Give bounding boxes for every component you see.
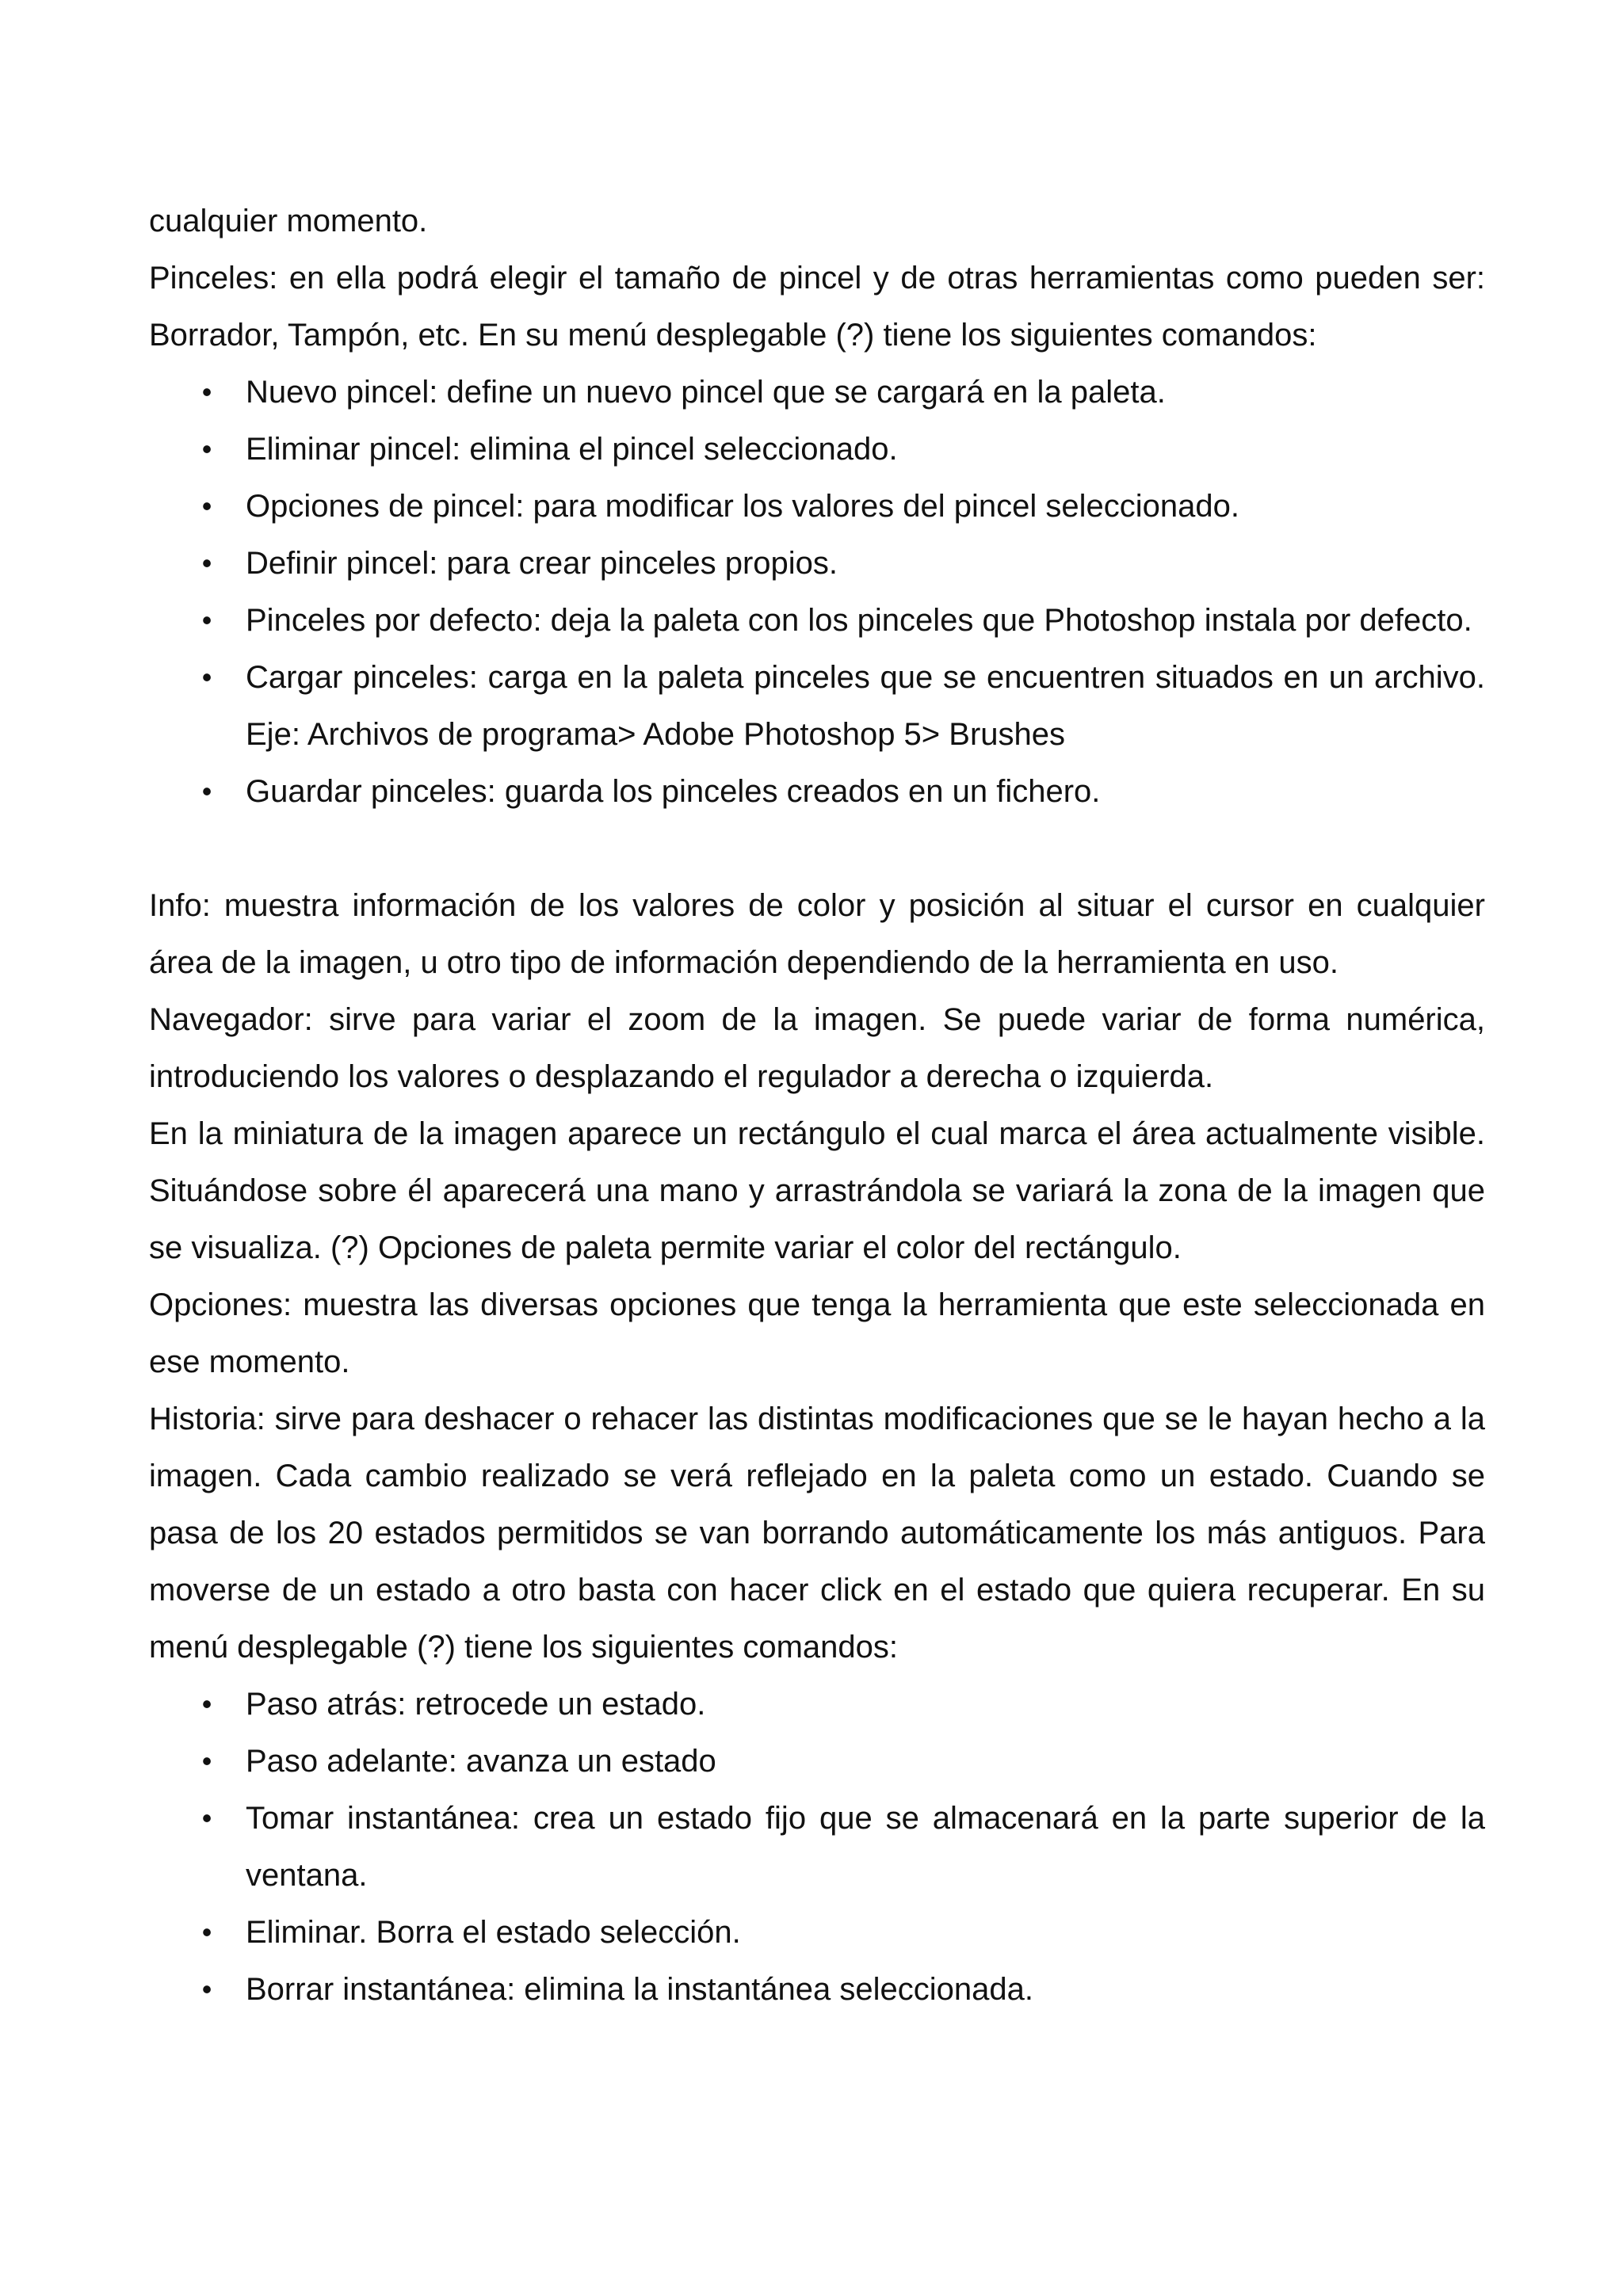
bullet-icon: •: [201, 1688, 212, 1720]
info-paragraph: Info: muestra información de los valores de color y posición al situar el cursor en cualquier área de la imagen, u otro tipo de información dependiendo de la herramienta en uso.: [149, 888, 1485, 980]
pinceles-paragraph: Pinceles: en ella podrá elegir el tamaño de pincel y de otras herramientas como pueden ser: Borrador, Tampón, etc. En su menú desplegable (?) tiene los siguientes comandos:: [149, 261, 1485, 353]
list-item-text: Paso atrás: retrocede un estado.: [246, 1687, 706, 1722]
historia-paragraph: Historia: sirve para deshacer o rehacer las distintas modificaciones que se le hayan hecho a la imagen. Cada cambio realizado se verá reflejado en la paleta como un estado. Cuando se pasa de los 20 estados permitidos se van borrando automáticamente los más antiguos. Para moverse de un estado a otro basta con hacer click en el estado que quiera recuperar. En su menú desplegable (?) tiene los siguientes comandos:: [149, 1402, 1485, 1665]
bullet-icon: •: [201, 1916, 212, 1948]
miniatura-paragraph: En la miniatura de la imagen aparece un rectángulo el cual marca el área actualmente visible. Situándose sobre él aparecerá una mano y arrastrándola se variará la zona de la imagen que se visualiza. (?) Opciones de paleta permite variar el color del rectángulo.: [149, 1116, 1485, 1265]
list-item: [149, 1961, 1485, 2018]
bullet-icon: •: [201, 604, 212, 636]
list-item-text: Pinceles por defecto: deja la paleta con los pinceles que Photoshop instala por defecto.: [246, 603, 1472, 638]
list-item: [149, 592, 1485, 649]
list-item: [149, 364, 1485, 421]
list-item: [149, 1904, 1485, 1961]
list-item: [149, 763, 1485, 820]
paragraph-spacer: [149, 820, 1485, 877]
list-item: [149, 649, 1485, 763]
historia-command-list: [149, 1676, 1485, 2018]
list-item: [149, 1733, 1485, 1790]
list-item-text: Nuevo pincel: define un nuevo pincel que se cargará en la paleta.: [246, 375, 1166, 410]
bullet-icon: •: [201, 1802, 212, 1834]
list-item-text: Tomar instantánea: crea un estado fijo que se almacenará en la parte superior de la ventana.: [246, 1801, 1485, 1893]
bullet-icon: •: [201, 1745, 212, 1777]
bullet-icon: •: [201, 547, 212, 579]
list-item-text: Paso adelante: avanza un estado: [246, 1744, 716, 1779]
list-item-text: Definir pincel: para crear pinceles propios.: [246, 546, 838, 581]
bullet-icon: •: [201, 1973, 212, 2005]
bullet-icon: •: [201, 775, 212, 807]
opciones-paragraph: Opciones: muestra las diversas opciones que tenga la herramienta que este seleccionada en ese momento.: [149, 1287, 1485, 1379]
list-item-text: Opciones de pincel: para modificar los valores del pincel seleccionado.: [246, 489, 1240, 524]
page-content: [149, 193, 1485, 2018]
list-item-text: Eliminar pincel: elimina el pincel seleccionado.: [246, 432, 898, 467]
list-item: [149, 1676, 1485, 1733]
list-item: [149, 478, 1485, 535]
list-item: [149, 421, 1485, 478]
list-item-text: Cargar pinceles: carga en la paleta pinceles que se encuentren situados en un archivo. Eje: Archivos de programa> Adobe Photoshop 5> Brushes: [246, 660, 1485, 752]
bullet-icon: •: [201, 433, 212, 465]
list-item-text: Borrar instantánea: elimina la instantánea seleccionada.: [246, 1972, 1033, 2007]
list-item-text: Guardar pinceles: guarda los pinceles creados en un fichero.: [246, 774, 1101, 809]
list-item-text: Eliminar. Borra el estado selección.: [246, 1915, 741, 1950]
bullet-icon: •: [201, 490, 212, 522]
navegador-paragraph: Navegador: sirve para variar el zoom de la imagen. Se puede variar de forma numérica, introduciendo los valores o desplazando el regulador a derecha o izquierda.: [149, 1002, 1485, 1094]
bullet-icon: •: [201, 376, 212, 408]
bullet-icon: •: [201, 661, 212, 693]
list-item: [149, 1790, 1485, 1904]
continued-paragraph: cualquier momento.: [149, 204, 428, 238]
pinceles-command-list: [149, 364, 1485, 820]
list-item: [149, 535, 1485, 592]
